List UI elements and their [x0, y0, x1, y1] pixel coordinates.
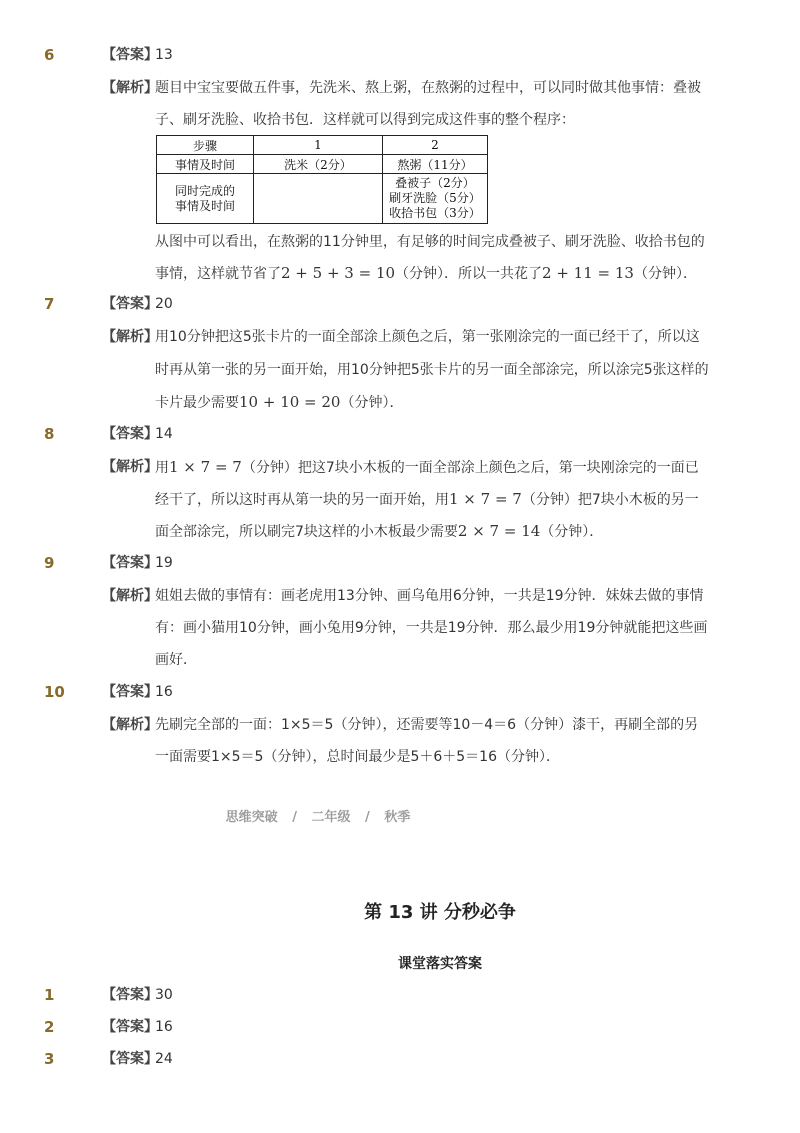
analysis-line: 姐姐去做的事情有：画老虎用13分钟、画乌龟用6分钟，一共是19分钟．妹妹去做的事情: [155, 588, 704, 604]
text-run: （分钟）．: [340, 395, 404, 411]
answer-value: 30: [155, 987, 173, 1003]
text-run: （分钟）．: [633, 266, 697, 282]
footer-separator: /: [292, 810, 297, 825]
answer-tag: 【答案】: [102, 1051, 158, 1067]
analysis-tag: 【解析】: [102, 329, 158, 345]
footer-series: 思维突破: [225, 810, 278, 825]
math-expression: 1 × 7 = 7: [169, 458, 242, 476]
table-cell: [157, 174, 254, 224]
table-cell: 2: [383, 136, 488, 155]
analysis-line: 有：画小猫用10分钟，画小兔用9分钟，一共是19分钟．那么最少用19分钟就能把这些画: [155, 620, 708, 636]
text-run: 经干了，所以这时再从第一块的另一面开始，用: [155, 492, 449, 508]
text-run: 用: [155, 460, 169, 476]
table-cell: 熬粥（11分）: [383, 155, 488, 174]
question-number: 7: [44, 295, 55, 313]
question-number: 8: [44, 425, 55, 443]
question-number: 10: [44, 683, 65, 701]
question-number: 6: [44, 46, 55, 64]
answer-value: 13: [155, 47, 173, 63]
page-footer: [0, 806, 718, 825]
table-header-row: [157, 136, 488, 155]
answer-value: 24: [155, 1051, 173, 1067]
math-expression: 2 + 5 + 3 = 10: [281, 264, 396, 282]
analysis-tag: 【解析】: [102, 80, 158, 96]
table-row: [157, 174, 488, 224]
answer-tag: 【答案】: [102, 426, 158, 442]
analysis-line: [155, 392, 403, 413]
analysis-line: 用10分钟把这5张卡片的一面全部涂上颜色之后，第一张刚涂完的一面已经干了，所以这: [155, 329, 700, 345]
footer-grade: 二年级: [311, 810, 351, 825]
answer-tag: 【答案】: [102, 684, 158, 700]
answer-tag: 【答案】: [102, 1019, 158, 1035]
text-run: （分钟）．所以一共花了: [395, 266, 543, 282]
analysis-tag: 【解析】: [102, 717, 158, 733]
table-cell-empty: [254, 174, 383, 224]
table-cell: 洗米（2分）: [254, 155, 383, 174]
question-number: 9: [44, 554, 55, 572]
answer-value: 16: [155, 684, 173, 700]
analysis-line: 从图中可以看出，在熬粥的11分钟里，有足够的时间完成叠被子、刷牙洗脸、收拾书包的: [155, 234, 705, 250]
table-cell: 步骤: [157, 136, 254, 155]
section-title: 课堂落实答案: [398, 956, 482, 972]
steps-table: [156, 135, 488, 224]
text-run: 面全部涂完，所以刷完7块这样的小木板最少需要: [155, 524, 458, 540]
analysis-line: [155, 457, 699, 478]
answer-value: 19: [155, 555, 173, 571]
lecture-title: 第 13 讲 分秒必争: [364, 902, 516, 923]
analysis-line: [155, 263, 697, 284]
answer-value: 20: [155, 296, 173, 312]
analysis-line: 先刷完全部的一面：1×5＝5（分钟），还需要等10－4＝6（分钟）漆干，再刷全部的另: [155, 717, 699, 733]
text-run: 卡片最少需要: [155, 395, 239, 411]
question-number: 3: [44, 1050, 55, 1068]
cell-line: 同时完成的: [174, 183, 235, 198]
analysis-line: 一面需要1×5＝5（分钟），总时间最少是5＋6＋5＝16（分钟）．: [155, 749, 560, 765]
table-cell: 事情及时间: [157, 155, 254, 174]
table-row: [157, 155, 488, 174]
math-expression: 1 × 7 = 7: [449, 490, 522, 508]
answer-value: 16: [155, 1019, 173, 1035]
analysis-line: 题目中宝宝要做五件事，先洗米、熬上粥，在熬粥的过程中，可以同时做其他事情：叠被: [155, 80, 701, 96]
cell-line: 事情及时间: [174, 198, 235, 213]
footer-season: 秋季: [384, 810, 411, 825]
question-number: 1: [44, 986, 55, 1004]
footer-separator: /: [365, 810, 370, 825]
text-run: （分钟）把这7块小木板的一面全部涂上颜色之后，第一块刚涂完的一面已: [241, 460, 699, 476]
answer-tag: 【答案】: [102, 555, 158, 571]
answer-tag: 【答案】: [102, 987, 158, 1003]
question-number: 2: [44, 1018, 55, 1036]
answer-tag: 【答案】: [102, 296, 158, 312]
analysis-tag: 【解析】: [102, 459, 158, 475]
analysis-line: 画好．: [155, 652, 197, 668]
text-run: 事情，这样就节省了: [155, 266, 281, 282]
cell-line: 叠被子（2分）: [395, 176, 475, 190]
text-run: （分钟）．: [540, 524, 604, 540]
table-cell: [383, 174, 488, 224]
analysis-line: 时再从第一张的另一面开始，用10分钟把5张卡片的另一面全部涂完，所以涂完5张这样的: [155, 362, 709, 378]
analysis-line: [155, 521, 603, 542]
cell-line: 收拾书包（3分）: [389, 206, 481, 220]
analysis-line: [155, 489, 699, 510]
analysis-line: 子、刷牙洗脸、收拾书包．这样就可以得到完成这件事的整个程序：: [155, 112, 575, 128]
math-expression: 10 + 10 = 20: [239, 393, 341, 411]
math-expression: 2 + 11 = 13: [542, 264, 634, 282]
text-run: （分钟）把7块小木板的另一: [521, 492, 699, 508]
cell-line: 刷牙洗脸（5分）: [389, 191, 481, 205]
answer-value: 14: [155, 426, 173, 442]
math-expression: 2 × 7 = 14: [457, 522, 541, 540]
analysis-tag: 【解析】: [102, 588, 158, 604]
table-cell: 1: [254, 136, 383, 155]
answer-tag: 【答案】: [102, 47, 158, 63]
